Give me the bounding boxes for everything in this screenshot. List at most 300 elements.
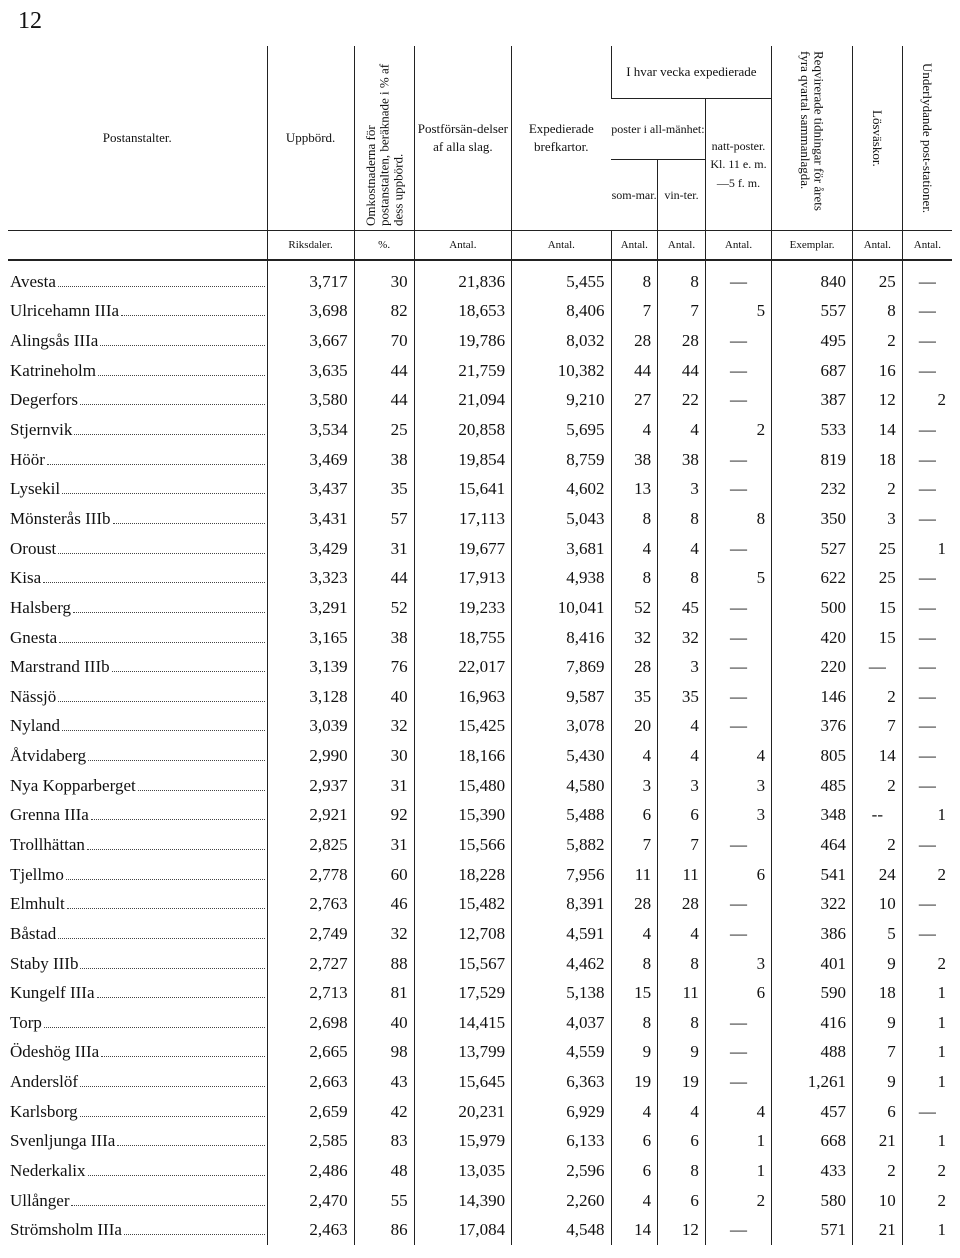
value-cell: 44 (658, 356, 706, 386)
page-number: 12 (18, 8, 42, 34)
dot-leader (66, 878, 265, 880)
dot-leader (67, 907, 265, 909)
value-cell: 8 (611, 949, 658, 979)
value-cell: 2 (902, 949, 952, 979)
value-cell: 14,415 (414, 1008, 511, 1038)
dot-leader (43, 581, 264, 583)
value-cell: 2,665 (267, 1038, 354, 1068)
value-cell: 5 (852, 919, 902, 949)
unit-cell: Antal. (414, 231, 511, 261)
value-cell: 7,956 (512, 860, 611, 890)
value-cell: 6 (658, 1186, 706, 1216)
value-cell: 3,078 (512, 712, 611, 742)
value-cell: 44 (611, 356, 658, 386)
value-cell: 5,488 (512, 801, 611, 831)
dot-leader (117, 1144, 264, 1146)
dot-leader (74, 433, 264, 435)
value-cell: 21,836 (414, 260, 511, 297)
value-cell: 387 (772, 386, 853, 416)
value-cell: 21 (852, 1127, 902, 1157)
unit-cell: Antal. (512, 231, 611, 261)
value-cell: 2,463 (267, 1216, 354, 1246)
unit-cell: Exemplar. (772, 231, 853, 261)
table-row (8, 415, 952, 445)
value-cell: — (705, 1038, 771, 1068)
value-cell: 2,990 (267, 741, 354, 771)
value-cell: — (902, 445, 952, 475)
value-cell: 9 (852, 1067, 902, 1097)
value-cell: 4 (658, 534, 706, 564)
value-cell: 6 (611, 801, 658, 831)
table-row (8, 593, 952, 623)
value-cell: — (705, 623, 771, 653)
table-row (8, 445, 952, 475)
post-office-name: Karlsborg (10, 1101, 78, 1121)
value-cell: 2 (852, 771, 902, 801)
value-cell: 20 (611, 712, 658, 742)
value-cell: 3 (852, 504, 902, 534)
value-cell: 15,390 (414, 801, 511, 831)
post-office-name-cell (8, 260, 267, 297)
value-cell: — (902, 771, 952, 801)
value-cell: 32 (611, 623, 658, 653)
value-cell: 19,677 (414, 534, 511, 564)
value-cell: 31 (354, 534, 414, 564)
value-cell: 22,017 (414, 652, 511, 682)
value-cell: — (705, 1067, 771, 1097)
header-vinter: vin-ter. (658, 160, 706, 231)
value-cell: 3,580 (267, 386, 354, 416)
value-cell: 348 (772, 801, 853, 831)
value-cell: 25 (852, 534, 902, 564)
value-cell: 1 (902, 801, 952, 831)
value-cell: 8 (658, 504, 706, 534)
value-cell: 485 (772, 771, 853, 801)
value-cell: 18,228 (414, 860, 511, 890)
value-cell: 2,698 (267, 1008, 354, 1038)
table-row (8, 741, 952, 771)
dot-leader (80, 967, 264, 969)
value-cell: 4 (611, 1186, 658, 1216)
header-nattposter: natt-poster. Kl. 11 e. m. —5 f. m. (705, 99, 771, 231)
value-cell: 8 (611, 1008, 658, 1038)
value-cell: 9 (611, 1038, 658, 1068)
value-cell: 46 (354, 889, 414, 919)
value-cell: 3,469 (267, 445, 354, 475)
value-cell: 2,749 (267, 919, 354, 949)
value-cell: 5 (705, 297, 771, 327)
value-cell: 2 (902, 1186, 952, 1216)
value-cell: 57 (354, 504, 414, 534)
value-cell: 4 (705, 1097, 771, 1127)
unit-cell: Antal. (902, 231, 952, 261)
post-office-name: Avesta (10, 271, 56, 291)
value-cell: 3 (658, 652, 706, 682)
value-cell: 6,133 (512, 1127, 611, 1157)
value-cell: 6 (611, 1156, 658, 1186)
dot-leader (80, 1085, 265, 1087)
value-cell: 86 (354, 1216, 414, 1246)
value-cell: — (902, 712, 952, 742)
post-office-name: Svenljunga IIIa (10, 1131, 116, 1151)
value-cell: 7 (658, 297, 706, 327)
value-cell: 28 (611, 652, 658, 682)
value-cell: 15,979 (414, 1127, 511, 1157)
header-postanstalter: Postanstalter. (102, 129, 172, 145)
value-cell: 7 (852, 1038, 902, 1068)
value-cell: 4,037 (512, 1008, 611, 1038)
value-cell: 92 (354, 801, 414, 831)
value-cell: 17,529 (414, 978, 511, 1008)
value-cell: 35 (354, 474, 414, 504)
units-row (8, 231, 952, 261)
post-office-name-cell (8, 563, 267, 593)
table-row (8, 830, 952, 860)
value-cell: 44 (354, 563, 414, 593)
post-office-name: Ödeshög IIIa (10, 1042, 100, 1062)
value-cell: 30 (354, 260, 414, 297)
value-cell: 8,391 (512, 889, 611, 919)
table-row (8, 1127, 952, 1157)
table-row (8, 1038, 952, 1068)
value-cell: 6 (658, 801, 706, 831)
post-office-name-cell (8, 1067, 267, 1097)
value-cell: 76 (354, 652, 414, 682)
post-office-name: Alingsås IIIa (10, 331, 99, 351)
value-cell: — (705, 652, 771, 682)
value-cell: — (902, 504, 952, 534)
value-cell: 2 (852, 1156, 902, 1186)
value-cell: 457 (772, 1097, 853, 1127)
table-row (8, 1216, 952, 1246)
value-cell: — (902, 741, 952, 771)
table-row (8, 919, 952, 949)
value-cell: — (902, 297, 952, 327)
dot-leader (62, 492, 264, 494)
value-cell: — (902, 415, 952, 445)
table-row (8, 1008, 952, 1038)
value-cell: 6 (705, 860, 771, 890)
post-office-name: Nyland (10, 716, 61, 736)
post-office-name-cell (8, 1216, 267, 1246)
value-cell: 1 (902, 1038, 952, 1068)
value-cell: 15,425 (414, 712, 511, 742)
value-cell: 35 (611, 682, 658, 712)
value-cell: 15,645 (414, 1067, 511, 1097)
value-cell: 15 (852, 623, 902, 653)
unit-cell: Antal. (705, 231, 771, 261)
post-office-name: Strömsholm IIIa (10, 1220, 122, 1240)
value-cell: 81 (354, 978, 414, 1008)
value-cell: 45 (658, 593, 706, 623)
dot-leader (58, 700, 264, 702)
value-cell: 4 (658, 741, 706, 771)
value-cell: — (705, 1008, 771, 1038)
dot-leader (87, 848, 265, 850)
value-cell: 11 (658, 860, 706, 890)
value-cell: 3,698 (267, 297, 354, 327)
post-office-name-cell (8, 949, 267, 979)
value-cell: 668 (772, 1127, 853, 1157)
unit-cell: Antal. (611, 231, 658, 261)
value-cell: 35 (658, 682, 706, 712)
value-cell: 14,390 (414, 1186, 511, 1216)
value-cell: 25 (852, 260, 902, 297)
value-cell: 3,437 (267, 474, 354, 504)
dot-leader (80, 1115, 265, 1117)
value-cell: 4 (658, 415, 706, 445)
post-office-name: Trollhättan (10, 834, 85, 854)
value-cell: 3 (705, 949, 771, 979)
header-vecka: I hvar vecka expedierade (611, 46, 772, 99)
value-cell: 4 (705, 741, 771, 771)
value-cell: 16 (852, 356, 902, 386)
value-cell: 1,261 (772, 1067, 853, 1097)
header-losvaskor: Lösväskor. (852, 46, 902, 231)
value-cell: 527 (772, 534, 853, 564)
value-cell: 2,663 (267, 1067, 354, 1097)
dot-leader (113, 522, 265, 524)
value-cell: 3,635 (267, 356, 354, 386)
value-cell: 322 (772, 889, 853, 919)
table-row (8, 504, 952, 534)
dot-leader (80, 403, 265, 405)
post-office-name-cell (8, 889, 267, 919)
value-cell: 8 (852, 297, 902, 327)
value-cell: 19,233 (414, 593, 511, 623)
value-cell: 32 (354, 919, 414, 949)
value-cell: 12 (658, 1216, 706, 1246)
value-cell: — (902, 563, 952, 593)
value-cell: 4,580 (512, 771, 611, 801)
dot-leader (47, 463, 265, 465)
value-cell: 21,759 (414, 356, 511, 386)
value-cell: 25 (852, 563, 902, 593)
value-cell: 541 (772, 860, 853, 890)
value-cell: 8 (658, 563, 706, 593)
value-cell: 13,035 (414, 1156, 511, 1186)
value-cell: — (705, 682, 771, 712)
post-office-name: Åtvidaberg (10, 746, 87, 766)
value-cell: 5,455 (512, 260, 611, 297)
value-cell: 38 (658, 445, 706, 475)
dot-leader (71, 1204, 264, 1206)
post-office-name-cell (8, 712, 267, 742)
table-row (8, 563, 952, 593)
value-cell: 1 (705, 1156, 771, 1186)
value-cell: 6 (611, 1127, 658, 1157)
post-office-name-cell (8, 1038, 267, 1068)
value-cell: 11 (611, 860, 658, 890)
value-cell: 4,462 (512, 949, 611, 979)
value-cell: 8,759 (512, 445, 611, 475)
value-cell: 3 (658, 771, 706, 801)
value-cell: — (902, 830, 952, 860)
value-cell: 2 (852, 326, 902, 356)
value-cell: 21 (852, 1216, 902, 1246)
value-cell: — (705, 1216, 771, 1246)
value-cell: 60 (354, 860, 414, 890)
value-cell: 15 (611, 978, 658, 1008)
table-row (8, 652, 952, 682)
table-row (8, 386, 952, 416)
value-cell: 2,727 (267, 949, 354, 979)
value-cell: — (705, 386, 771, 416)
dot-leader (62, 729, 265, 731)
header-omkostnader: Omkostnaderna för postanstalten, beräknade i % af dess uppbörd. (354, 46, 414, 231)
value-cell: 19,854 (414, 445, 511, 475)
value-cell: 2,825 (267, 830, 354, 860)
value-cell: 4 (658, 919, 706, 949)
value-cell: 4 (611, 741, 658, 771)
value-cell: 13,799 (414, 1038, 511, 1068)
value-cell: 19,786 (414, 326, 511, 356)
value-cell: 557 (772, 297, 853, 327)
table-row (8, 801, 952, 831)
post-office-name-cell (8, 830, 267, 860)
post-office-name: Degerfors (10, 390, 78, 410)
value-cell: 52 (354, 593, 414, 623)
value-cell: 8,406 (512, 297, 611, 327)
post-office-name: Oroust (10, 538, 57, 558)
post-office-name: Mönsterås IIIb (10, 508, 111, 528)
post-office-name: Nässjö (10, 686, 57, 706)
value-cell: 3,039 (267, 712, 354, 742)
post-office-name-cell (8, 623, 267, 653)
value-cell: 8,032 (512, 326, 611, 356)
value-cell: — (902, 356, 952, 386)
value-cell: 8 (611, 504, 658, 534)
post-office-name-cell (8, 445, 267, 475)
value-cell: 2,596 (512, 1156, 611, 1186)
value-cell: 16,963 (414, 682, 511, 712)
post-office-name: Nederkalix (10, 1161, 86, 1181)
header-brefkartor: Expedierade brefkartor. (512, 46, 611, 231)
value-cell: 3 (705, 771, 771, 801)
value-cell: 17,913 (414, 563, 511, 593)
value-cell: 5,882 (512, 830, 611, 860)
value-cell: 7 (611, 830, 658, 860)
table-row (8, 297, 952, 327)
table-row (8, 356, 952, 386)
table-row (8, 623, 952, 653)
post-office-name: Tjellmo (10, 864, 64, 884)
value-cell: 32 (658, 623, 706, 653)
post-office-name: Grenna IIIa (10, 805, 89, 825)
value-cell: 14 (852, 741, 902, 771)
value-cell: 2,486 (267, 1156, 354, 1186)
value-cell: 5 (705, 563, 771, 593)
post-office-name: Höör (10, 449, 45, 469)
value-cell: 386 (772, 919, 853, 949)
header-sommar: som-mar. (611, 160, 658, 231)
value-cell: — (902, 623, 952, 653)
value-cell: 18 (852, 978, 902, 1008)
value-cell: 88 (354, 949, 414, 979)
value-cell: 70 (354, 326, 414, 356)
value-cell: — (902, 919, 952, 949)
value-cell: 15 (852, 593, 902, 623)
value-cell: 4,591 (512, 919, 611, 949)
value-cell: 3,139 (267, 652, 354, 682)
dot-leader (58, 552, 264, 554)
value-cell: 17,084 (414, 1216, 511, 1246)
header-tidningar: Reqvirerade tidningar för årets fyra qvartal sammanlagda. (772, 46, 853, 231)
value-cell: 7 (611, 297, 658, 327)
value-cell: 13 (611, 474, 658, 504)
value-cell: 495 (772, 326, 853, 356)
table-row (8, 326, 952, 356)
value-cell: 8 (658, 1008, 706, 1038)
dot-leader (101, 1055, 264, 1057)
value-cell: 2,937 (267, 771, 354, 801)
value-cell: 2 (852, 682, 902, 712)
post-office-name: Lysekil (10, 479, 61, 499)
value-cell: 3,431 (267, 504, 354, 534)
value-cell: 83 (354, 1127, 414, 1157)
dot-leader (112, 670, 265, 672)
value-cell: 488 (772, 1038, 853, 1068)
value-cell: 14 (611, 1216, 658, 1246)
value-cell: — (705, 534, 771, 564)
value-cell: 44 (354, 386, 414, 416)
value-cell: 3,128 (267, 682, 354, 712)
dot-leader (58, 285, 265, 287)
value-cell: 98 (354, 1038, 414, 1068)
dot-leader (97, 996, 265, 998)
header-uppbord: Uppbörd. (267, 46, 354, 231)
value-cell: 6 (705, 978, 771, 1008)
value-cell: — (902, 1097, 952, 1127)
value-cell: 3,429 (267, 534, 354, 564)
value-cell: 40 (354, 682, 414, 712)
post-office-name-cell (8, 682, 267, 712)
post-office-name-cell (8, 919, 267, 949)
value-cell: 590 (772, 978, 853, 1008)
table-body (8, 260, 952, 1245)
post-office-name-cell (8, 1156, 267, 1186)
value-cell: 20,858 (414, 415, 511, 445)
value-cell: 805 (772, 741, 853, 771)
value-cell: 38 (354, 445, 414, 475)
value-cell: 2,778 (267, 860, 354, 890)
value-cell: — (902, 326, 952, 356)
value-cell: 5,043 (512, 504, 611, 534)
value-cell: 3,323 (267, 563, 354, 593)
value-cell: 10 (852, 1186, 902, 1216)
value-cell: 8 (611, 260, 658, 297)
value-cell: 10 (852, 889, 902, 919)
value-cell: 15,566 (414, 830, 511, 860)
value-cell: 6,363 (512, 1067, 611, 1097)
value-cell: 4 (658, 712, 706, 742)
value-cell: 840 (772, 260, 853, 297)
value-cell: 7,869 (512, 652, 611, 682)
dot-leader (100, 344, 264, 346)
post-office-name-cell (8, 1008, 267, 1038)
post-office-name-cell (8, 652, 267, 682)
value-cell: 2,713 (267, 978, 354, 1008)
value-cell: 43 (354, 1067, 414, 1097)
value-cell: 6 (852, 1097, 902, 1127)
table-row (8, 1156, 952, 1186)
dot-leader (58, 937, 264, 939)
value-cell: 8 (658, 260, 706, 297)
table-row (8, 682, 952, 712)
value-cell: 1 (902, 1008, 952, 1038)
value-cell: 55 (354, 1186, 414, 1216)
value-cell: — (705, 593, 771, 623)
